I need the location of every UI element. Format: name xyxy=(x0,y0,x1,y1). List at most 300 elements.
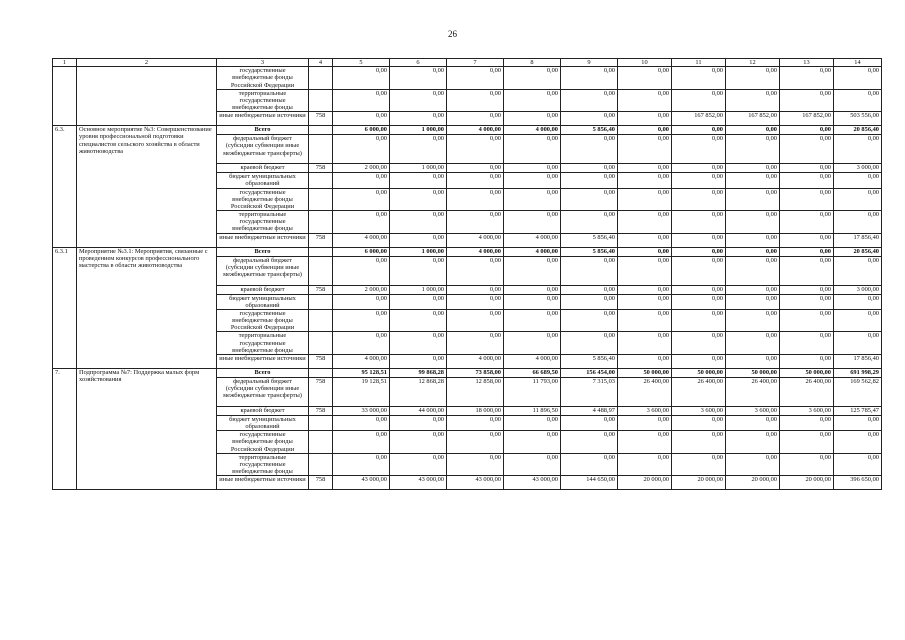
amount-cell: 17 856,40 xyxy=(834,233,882,247)
amount-cell: 0,00 xyxy=(561,294,618,309)
amount-cell: 0,00 xyxy=(390,453,447,476)
amount-cell: 0,00 xyxy=(672,309,726,332)
amount-cell: 0,00 xyxy=(780,309,834,332)
amount-cell: 0,00 xyxy=(672,173,726,188)
amount-cell: 43 000,00 xyxy=(504,476,561,490)
funding-source: иные внебюджетные источники xyxy=(217,233,309,247)
amount-cell: 0,00 xyxy=(333,89,390,112)
funding-source: федеральный бюджет (субсидии субвенции иные межбюджетные трансферты) xyxy=(217,377,309,406)
amount-cell: 0,00 xyxy=(618,126,672,135)
amount-cell: 0,00 xyxy=(333,294,390,309)
funding-source: Всего xyxy=(217,126,309,135)
funding-source: государственные внебюджетные фонды Российской Федерации xyxy=(217,309,309,332)
amount-cell: 0,00 xyxy=(390,354,447,368)
amount-cell: 0,00 xyxy=(447,135,504,164)
funding-source: территориальные государственные внебюджетные фонды xyxy=(217,89,309,112)
activity-name: Подпрограмма №7: Поддержка малых форм хозяйствования xyxy=(77,368,217,489)
amount-cell: 0,00 xyxy=(447,256,504,285)
amount-cell: 19 128,51 xyxy=(333,377,390,406)
amount-cell: 17 856,40 xyxy=(834,354,882,368)
amount-cell: 503 556,00 xyxy=(834,112,882,126)
amount-cell: 0,00 xyxy=(726,431,780,454)
amount-cell: 2 000,00 xyxy=(333,285,390,294)
amount-cell: 0,00 xyxy=(780,173,834,188)
amount-cell: 0,00 xyxy=(504,112,561,126)
amount-cell: 0,00 xyxy=(447,112,504,126)
amount-cell: 0,00 xyxy=(447,415,504,430)
activity-name: Основное мероприятие №3: Совершенствование уровня профессиональной подготовки специалистов сельского хозяйства в области животноводства xyxy=(77,126,217,247)
amount-cell: 396 650,00 xyxy=(834,476,882,490)
amount-cell: 0,00 xyxy=(780,354,834,368)
amount-cell: 0,00 xyxy=(780,453,834,476)
amount-cell: 0,00 xyxy=(780,431,834,454)
admin-code xyxy=(309,309,333,332)
row-index xyxy=(53,67,77,126)
amount-cell: 0,00 xyxy=(672,431,726,454)
amount-cell: 3 600,00 xyxy=(726,406,780,415)
amount-cell: 0,00 xyxy=(780,415,834,430)
amount-cell: 50 000,00 xyxy=(618,368,672,377)
funding-source: Всего xyxy=(217,368,309,377)
admin-code xyxy=(309,211,333,234)
amount-cell: 0,00 xyxy=(618,431,672,454)
amount-cell: 0,00 xyxy=(447,67,504,90)
amount-cell: 0,00 xyxy=(618,89,672,112)
column-number-8: 8 xyxy=(504,59,561,67)
admin-code xyxy=(309,126,333,135)
amount-cell: 0,00 xyxy=(333,135,390,164)
amount-cell: 0,00 xyxy=(561,135,618,164)
amount-cell: 0,00 xyxy=(726,354,780,368)
amount-cell: 3 000,00 xyxy=(834,164,882,173)
amount-cell: 0,00 xyxy=(780,233,834,247)
admin-code: 758 xyxy=(309,233,333,247)
amount-cell: 3 000,00 xyxy=(834,285,882,294)
budget-table xyxy=(52,58,882,490)
amount-cell: 0,00 xyxy=(672,453,726,476)
amount-cell: 0,00 xyxy=(780,89,834,112)
amount-cell: 43 000,00 xyxy=(447,476,504,490)
amount-cell: 0,00 xyxy=(618,453,672,476)
amount-cell: 1 000,00 xyxy=(390,247,447,256)
amount-cell: 144 650,00 xyxy=(561,476,618,490)
amount-cell: 6 000,00 xyxy=(333,126,390,135)
amount-cell: 0,00 xyxy=(333,173,390,188)
amount-cell: 5 856,40 xyxy=(561,233,618,247)
amount-cell: 167 852,00 xyxy=(726,112,780,126)
admin-code xyxy=(309,247,333,256)
amount-cell: 0,00 xyxy=(780,188,834,211)
amount-cell: 2 000,00 xyxy=(333,164,390,173)
amount-cell: 0,00 xyxy=(447,173,504,188)
amount-cell: 26 400,00 xyxy=(780,377,834,406)
amount-cell: 0,00 xyxy=(561,211,618,234)
funding-source: краевой бюджет xyxy=(217,164,309,173)
amount-cell: 0,00 xyxy=(834,67,882,90)
admin-code: 758 xyxy=(309,377,333,406)
amount-cell: 0,00 xyxy=(333,211,390,234)
amount-cell: 20 000,00 xyxy=(672,476,726,490)
admin-code: 758 xyxy=(309,406,333,415)
column-number-12: 12 xyxy=(726,59,780,67)
funding-source: государственные внебюджетные фонды Российской Федерации xyxy=(217,431,309,454)
amount-cell: 20 000,00 xyxy=(780,476,834,490)
funding-source: бюджет муниципальных образований xyxy=(217,415,309,430)
amount-cell: 0,00 xyxy=(834,431,882,454)
amount-cell: 4 000,00 xyxy=(447,354,504,368)
admin-code xyxy=(309,294,333,309)
amount-cell: 0,00 xyxy=(618,415,672,430)
amount-cell: 3 600,00 xyxy=(618,406,672,415)
amount-cell: 0,00 xyxy=(834,332,882,355)
amount-cell: 26 400,00 xyxy=(726,377,780,406)
amount-cell: 0,00 xyxy=(834,135,882,164)
funding-source: краевой бюджет xyxy=(217,406,309,415)
amount-cell: 0,00 xyxy=(780,164,834,173)
amount-cell: 0,00 xyxy=(726,233,780,247)
funding-source: государственные внебюджетные фонды Российской Федерации xyxy=(217,67,309,90)
column-number-11: 11 xyxy=(672,59,726,67)
amount-cell: 0,00 xyxy=(672,89,726,112)
amount-cell: 1 000,00 xyxy=(390,126,447,135)
row-index: 6.3. xyxy=(53,126,77,247)
amount-cell: 11 896,50 xyxy=(504,406,561,415)
amount-cell: 0,00 xyxy=(504,67,561,90)
amount-cell: 0,00 xyxy=(618,173,672,188)
amount-cell: 0,00 xyxy=(561,332,618,355)
admin-code xyxy=(309,188,333,211)
amount-cell: 0,00 xyxy=(780,126,834,135)
amount-cell: 0,00 xyxy=(561,309,618,332)
amount-cell: 0,00 xyxy=(390,112,447,126)
amount-cell: 44 000,00 xyxy=(390,406,447,415)
amount-cell: 0,00 xyxy=(726,285,780,294)
column-number-3: 3 xyxy=(217,59,309,67)
amount-cell: 0,00 xyxy=(390,332,447,355)
amount-cell: 0,00 xyxy=(561,188,618,211)
admin-code: 758 xyxy=(309,354,333,368)
funding-source: федеральный бюджет (субсидии субвенции иные межбюджетные трансферты) xyxy=(217,256,309,285)
amount-cell: 0,00 xyxy=(618,211,672,234)
funding-source: бюджет муниципальных образований xyxy=(217,294,309,309)
amount-cell: 0,00 xyxy=(561,415,618,430)
amount-cell: 0,00 xyxy=(834,309,882,332)
funding-source: федеральный бюджет (субсидии субвенции иные межбюджетные трансферты) xyxy=(217,135,309,164)
amount-cell: 0,00 xyxy=(333,112,390,126)
amount-cell: 0,00 xyxy=(672,164,726,173)
amount-cell: 0,00 xyxy=(618,67,672,90)
amount-cell: 11 793,00 xyxy=(504,377,561,406)
amount-cell: 0,00 xyxy=(618,164,672,173)
amount-cell: 0,00 xyxy=(390,89,447,112)
funding-source: краевой бюджет xyxy=(217,285,309,294)
amount-cell: 0,00 xyxy=(726,211,780,234)
amount-cell: 0,00 xyxy=(504,294,561,309)
amount-cell: 0,00 xyxy=(561,89,618,112)
admin-code: 758 xyxy=(309,476,333,490)
amount-cell: 0,00 xyxy=(390,67,447,90)
table-row xyxy=(53,368,882,377)
amount-cell: 0,00 xyxy=(780,256,834,285)
amount-cell: 99 868,28 xyxy=(390,368,447,377)
amount-cell: 4 000,00 xyxy=(333,354,390,368)
amount-cell: 0,00 xyxy=(561,285,618,294)
amount-cell: 0,00 xyxy=(333,415,390,430)
amount-cell: 4 000,00 xyxy=(504,354,561,368)
column-number-6: 6 xyxy=(390,59,447,67)
admin-code xyxy=(309,135,333,164)
amount-cell: 0,00 xyxy=(561,453,618,476)
amount-cell: 0,00 xyxy=(780,211,834,234)
amount-cell: 0,00 xyxy=(834,294,882,309)
amount-cell: 4 000,00 xyxy=(504,233,561,247)
amount-cell: 0,00 xyxy=(447,164,504,173)
amount-cell: 0,00 xyxy=(504,256,561,285)
admin-code xyxy=(309,332,333,355)
amount-cell: 0,00 xyxy=(834,415,882,430)
amount-cell: 0,00 xyxy=(726,126,780,135)
amount-cell: 0,00 xyxy=(834,173,882,188)
row-index: 6.3.1 xyxy=(53,247,77,368)
amount-cell: 0,00 xyxy=(726,188,780,211)
amount-cell: 691 998,29 xyxy=(834,368,882,377)
amount-cell: 0,00 xyxy=(333,256,390,285)
table-row xyxy=(53,67,882,90)
funding-source: бюджет муниципальных образований xyxy=(217,173,309,188)
amount-cell: 0,00 xyxy=(834,453,882,476)
amount-cell: 0,00 xyxy=(561,431,618,454)
column-number-4: 4 xyxy=(309,59,333,67)
amount-cell: 0,00 xyxy=(390,211,447,234)
amount-cell: 0,00 xyxy=(672,294,726,309)
amount-cell: 0,00 xyxy=(504,135,561,164)
amount-cell: 0,00 xyxy=(672,67,726,90)
amount-cell: 26 400,00 xyxy=(672,377,726,406)
amount-cell: 4 488,97 xyxy=(561,406,618,415)
admin-code xyxy=(309,173,333,188)
amount-cell: 0,00 xyxy=(504,332,561,355)
amount-cell: 0,00 xyxy=(561,67,618,90)
amount-cell: 0,00 xyxy=(834,256,882,285)
admin-code xyxy=(309,368,333,377)
amount-cell: 0,00 xyxy=(504,453,561,476)
amount-cell: 0,00 xyxy=(447,309,504,332)
amount-cell: 0,00 xyxy=(672,188,726,211)
amount-cell: 125 785,47 xyxy=(834,406,882,415)
amount-cell: 0,00 xyxy=(504,188,561,211)
amount-cell: 0,00 xyxy=(618,309,672,332)
amount-cell: 0,00 xyxy=(672,354,726,368)
amount-cell: 0,00 xyxy=(618,247,672,256)
amount-cell: 0,00 xyxy=(618,188,672,211)
amount-cell: 0,00 xyxy=(504,164,561,173)
amount-cell: 0,00 xyxy=(780,294,834,309)
funding-source: иные внебюджетные источники xyxy=(217,354,309,368)
amount-cell: 0,00 xyxy=(390,294,447,309)
amount-cell: 0,00 xyxy=(504,309,561,332)
amount-cell: 0,00 xyxy=(447,89,504,112)
amount-cell: 4 000,00 xyxy=(447,247,504,256)
amount-cell: 0,00 xyxy=(504,89,561,112)
admin-code xyxy=(309,453,333,476)
admin-code: 758 xyxy=(309,285,333,294)
amount-cell: 33 000,00 xyxy=(333,406,390,415)
activity-name xyxy=(77,67,217,126)
funding-source: иные внебюджетные источники xyxy=(217,112,309,126)
amount-cell: 0,00 xyxy=(390,233,447,247)
amount-cell: 0,00 xyxy=(780,135,834,164)
amount-cell: 0,00 xyxy=(780,247,834,256)
amount-cell: 0,00 xyxy=(447,188,504,211)
amount-cell: 0,00 xyxy=(333,67,390,90)
amount-cell: 0,00 xyxy=(504,211,561,234)
amount-cell: 20 856,40 xyxy=(834,247,882,256)
amount-cell: 0,00 xyxy=(618,256,672,285)
funding-source: Всего xyxy=(217,247,309,256)
amount-cell: 66 689,50 xyxy=(504,368,561,377)
amount-cell: 0,00 xyxy=(561,256,618,285)
amount-cell: 50 000,00 xyxy=(726,368,780,377)
amount-cell: 26 400,00 xyxy=(618,377,672,406)
admin-code xyxy=(309,431,333,454)
funding-source: иные внебюджетные источники xyxy=(217,476,309,490)
amount-cell: 0,00 xyxy=(672,256,726,285)
amount-cell: 0,00 xyxy=(726,67,780,90)
amount-cell: 4 000,00 xyxy=(504,247,561,256)
activity-name: Мероприятие №3.1: Мероприятия, связанные с проведением конкурсов профессионального мастерства в области животноводства xyxy=(77,247,217,368)
amount-cell: 156 454,00 xyxy=(561,368,618,377)
amount-cell: 0,00 xyxy=(672,415,726,430)
amount-cell: 5 856,40 xyxy=(561,354,618,368)
amount-cell: 0,00 xyxy=(390,256,447,285)
amount-cell: 169 562,82 xyxy=(834,377,882,406)
amount-cell: 0,00 xyxy=(561,112,618,126)
amount-cell: 0,00 xyxy=(618,285,672,294)
table-row xyxy=(53,247,882,256)
amount-cell: 4 000,00 xyxy=(333,233,390,247)
amount-cell: 0,00 xyxy=(780,332,834,355)
amount-cell: 43 000,00 xyxy=(333,476,390,490)
amount-cell: 50 000,00 xyxy=(672,368,726,377)
amount-cell: 0,00 xyxy=(333,453,390,476)
amount-cell: 0,00 xyxy=(726,173,780,188)
amount-cell: 0,00 xyxy=(390,173,447,188)
column-number-1: 1 xyxy=(53,59,77,67)
column-number-13: 13 xyxy=(780,59,834,67)
amount-cell: 0,00 xyxy=(390,415,447,430)
column-number-row xyxy=(53,59,882,67)
row-index: 7. xyxy=(53,368,77,489)
admin-code xyxy=(309,256,333,285)
amount-cell: 0,00 xyxy=(561,173,618,188)
funding-source: территориальные государственные внебюджетные фонды xyxy=(217,453,309,476)
amount-cell: 167 852,00 xyxy=(780,112,834,126)
amount-cell: 7 315,03 xyxy=(561,377,618,406)
amount-cell: 0,00 xyxy=(447,294,504,309)
amount-cell: 0,00 xyxy=(504,285,561,294)
amount-cell: 4 000,00 xyxy=(447,233,504,247)
table-body xyxy=(53,59,882,490)
amount-cell: 0,00 xyxy=(726,332,780,355)
amount-cell: 0,00 xyxy=(618,233,672,247)
amount-cell: 0,00 xyxy=(672,285,726,294)
amount-cell: 0,00 xyxy=(447,332,504,355)
admin-code: 758 xyxy=(309,112,333,126)
amount-cell: 0,00 xyxy=(726,164,780,173)
page-number: 26 xyxy=(448,29,457,39)
amount-cell: 0,00 xyxy=(504,431,561,454)
amount-cell: 0,00 xyxy=(390,135,447,164)
amount-cell: 95 128,51 xyxy=(333,368,390,377)
amount-cell: 0,00 xyxy=(834,188,882,211)
amount-cell: 12 868,28 xyxy=(390,377,447,406)
amount-cell: 0,00 xyxy=(618,135,672,164)
amount-cell: 0,00 xyxy=(618,112,672,126)
amount-cell: 0,00 xyxy=(672,247,726,256)
amount-cell: 3 600,00 xyxy=(672,406,726,415)
amount-cell: 6 000,00 xyxy=(333,247,390,256)
amount-cell: 0,00 xyxy=(333,332,390,355)
amount-cell: 0,00 xyxy=(834,211,882,234)
amount-cell: 0,00 xyxy=(447,211,504,234)
amount-cell: 43 000,00 xyxy=(390,476,447,490)
amount-cell: 20 000,00 xyxy=(618,476,672,490)
admin-code xyxy=(309,67,333,90)
amount-cell: 0,00 xyxy=(618,294,672,309)
amount-cell: 0,00 xyxy=(834,89,882,112)
amount-cell: 1 000,00 xyxy=(390,285,447,294)
funding-source: территориальные государственные внебюджетные фонды xyxy=(217,332,309,355)
funding-source: государственные внебюджетные фонды Российской Федерации xyxy=(217,188,309,211)
amount-cell: 20 000,00 xyxy=(726,476,780,490)
amount-cell: 12 858,00 xyxy=(447,377,504,406)
amount-cell: 0,00 xyxy=(726,453,780,476)
amount-cell: 0,00 xyxy=(780,285,834,294)
amount-cell: 0,00 xyxy=(390,431,447,454)
funding-source: территориальные государственные внебюджетные фонды xyxy=(217,211,309,234)
amount-cell: 0,00 xyxy=(726,247,780,256)
amount-cell: 0,00 xyxy=(504,415,561,430)
amount-cell: 0,00 xyxy=(390,309,447,332)
amount-cell: 0,00 xyxy=(447,431,504,454)
amount-cell: 0,00 xyxy=(726,415,780,430)
admin-code xyxy=(309,415,333,430)
amount-cell: 167 852,00 xyxy=(672,112,726,126)
amount-cell: 0,00 xyxy=(672,126,726,135)
amount-cell: 0,00 xyxy=(726,256,780,285)
amount-cell: 20 856,40 xyxy=(834,126,882,135)
amount-cell: 0,00 xyxy=(726,135,780,164)
amount-cell: 0,00 xyxy=(726,309,780,332)
amount-cell: 0,00 xyxy=(447,453,504,476)
column-number-10: 10 xyxy=(618,59,672,67)
admin-code: 758 xyxy=(309,164,333,173)
amount-cell: 0,00 xyxy=(333,431,390,454)
column-number-5: 5 xyxy=(333,59,390,67)
amount-cell: 0,00 xyxy=(672,135,726,164)
amount-cell: 0,00 xyxy=(561,164,618,173)
amount-cell: 0,00 xyxy=(672,233,726,247)
table-row xyxy=(53,126,882,135)
amount-cell: 4 000,00 xyxy=(447,126,504,135)
column-number-7: 7 xyxy=(447,59,504,67)
amount-cell: 0,00 xyxy=(618,332,672,355)
amount-cell: 0,00 xyxy=(726,294,780,309)
amount-cell: 73 858,00 xyxy=(447,368,504,377)
amount-cell: 0,00 xyxy=(447,285,504,294)
column-number-2: 2 xyxy=(77,59,217,67)
column-number-14: 14 xyxy=(834,59,882,67)
